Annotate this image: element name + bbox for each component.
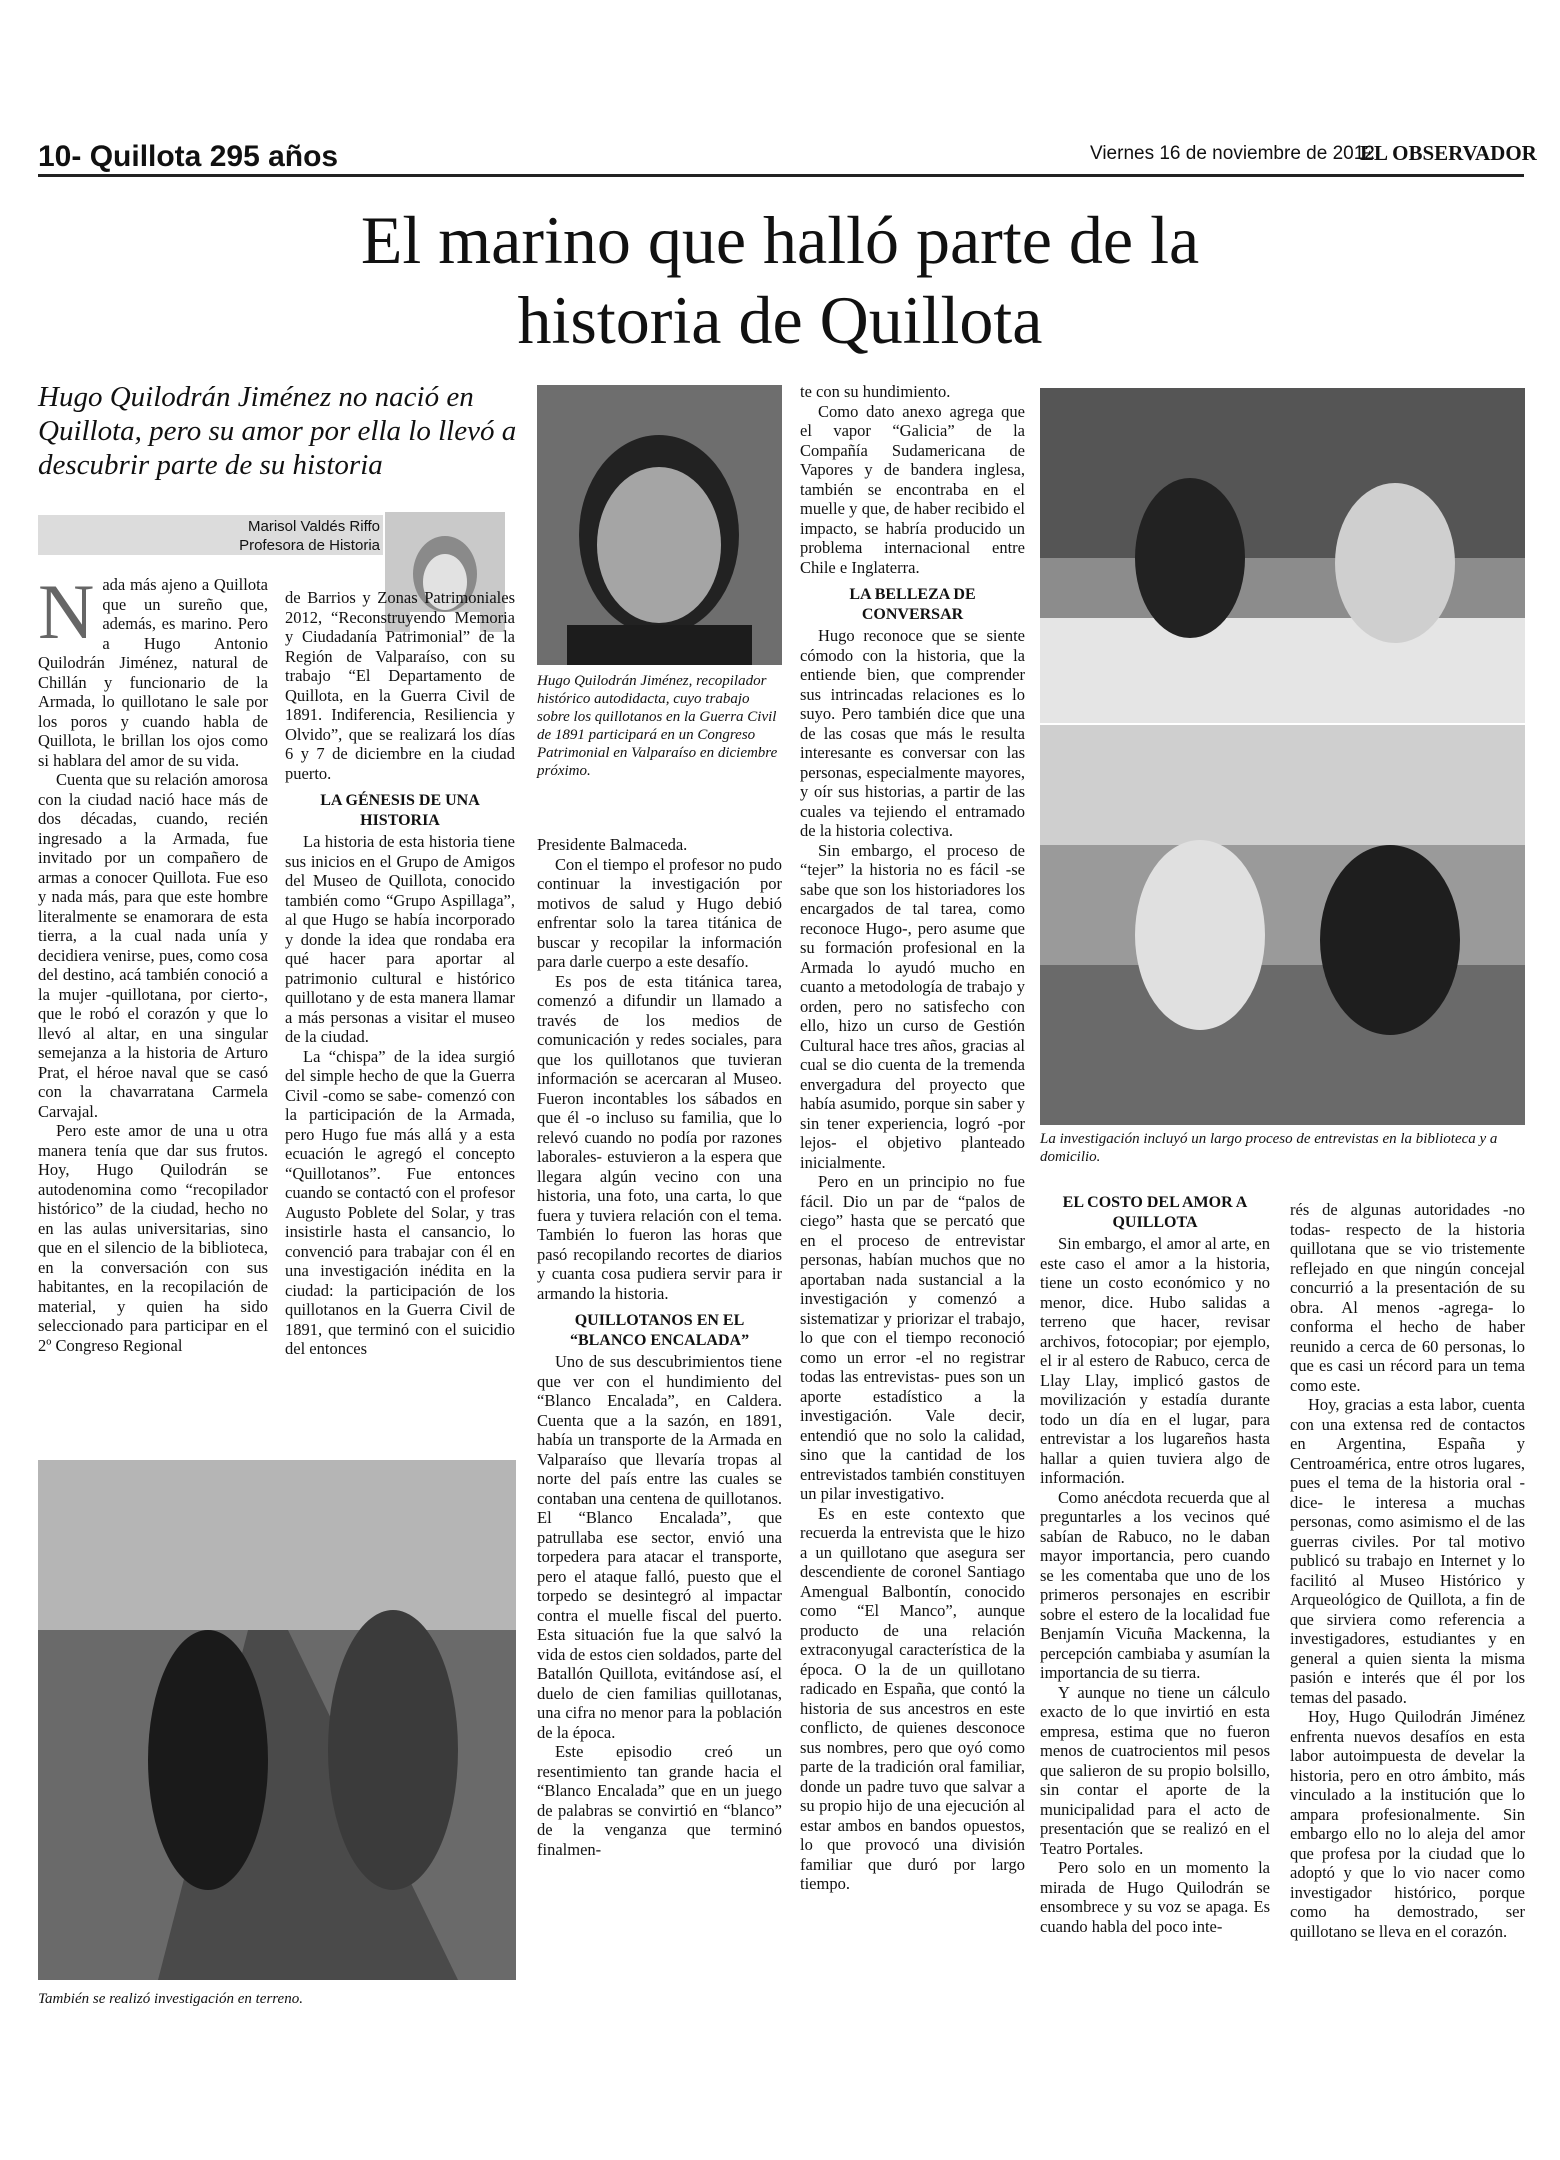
paragraph: Pero solo en un momento la mirada de Hugo Quilodrán se ensombrece y su voz se apaga. Es cuando habla del poco inte- <box>1040 1858 1270 1936</box>
section-heading-genesis: LA GÉNESIS DE UNA HISTORIA <box>320 792 480 829</box>
portrait-caption: Hugo Quilodrán Jiménez, recopilador histórico autodidacta, cuyo trabajo sobre los quillotanos en la Guerra Civil de 1891 participará en un Congreso Patrimonial en Valparaíso en diciembre próximo. <box>537 673 778 779</box>
section-header: 10- Quillota 295 años <box>38 140 339 173</box>
byline-role: Profesora de Historia <box>239 537 380 554</box>
subtitle: Hugo Quilodrán Jiménez no nació en Quillota, pero su amor por ella lo llevó a descubrir parte de su historia <box>38 381 517 481</box>
column-3 <box>537 835 782 1859</box>
paragraph: Este episodio creó un resentimiento tan grande hacia el “Blanco Encalada” que en un juego de palabras se convirtió en “blanco” de la venganza que terminó finalmen- <box>537 1742 782 1859</box>
headline: El marino que halló parte de la historia de Quillota <box>360 202 1200 358</box>
paragraph: Uno de sus descubrimientos tiene que ver con el hundimiento del “Blanco Encalada”, en Caldera. Cuenta que a la sazón, en 1891, había un transporte de la Armada en Valparaíso que llevaría tropas al norte del país entre las cuales se contaban una centena de quillotanos. El “Blanco Encalada”, que patrullaba ese sector, envió una torpedera para atacar el transporte, pero el ataque falló, puesto que el torpedo se desintegró al impactar contra el muelle fiscal del puerto. Esta situación fue la que salvó la vida de estos cien soldados, parte del Batallón Quillota, evitándose así, el duelo de cien familias quillotanas, una cifra no menor para la población de la época. <box>537 1352 782 1742</box>
section-heading-blanco: QUILLOTANOS EN EL “BLANCO ENCALADA” <box>569 1312 750 1349</box>
library-caption: La investigación incluyó un largo proceso de entrevistas en la biblioteca y a domicilio. <box>1040 1131 1498 1165</box>
paragraph: Cuenta que su relación amorosa con la ciudad nació hace más de dos décadas, cuando, recién ingresado a la Armada, fue invitado por un compañero de armas a conocer Quillota. Fue eso y nada más, para que este hombre literalmente se enamorara de esta tierra, a la cual nada unía y decidiera venirse, pues, como cosa del destino, acá también conoció a la mujer -quillotana, por cierto-, que le robó el corazón y que lo llevó al altar, en una singular semejanza a la historia de Arturo Prat, el héroe naval que se casó con la chavarratana Carmela Carvajal. <box>38 770 268 1121</box>
library-photo-bottom <box>1040 725 1525 1125</box>
library-photo-bottom-drawing <box>1040 725 1525 1125</box>
paragraph: Sin embargo, el amor al arte, en este caso el amor a la historia, tiene un costo económico y no menor, dice. Hubo salidas a terreno que hacer, revisar archivos, fotocopiar; por ejemplo, el ir al estero de Rabuco, cerca de Llay Llay, implicó gastos de movilización y estadía durante todo un día en el lugar, para entrevistar a los lugareños hasta hallar a quien tuviera algo de información. <box>1040 1234 1270 1487</box>
column-5 <box>1040 1185 1270 1936</box>
paragraph: Nada más ajeno a Quillota que un sureño que, además, es marino. Pero a Hugo Antonio Quilodrán Jiménez, natural de Chillán y funcionario de la Armada, lo quillotano le sale por los poros y cuando habla de Quillota, le brillan los ojos como si hablara del amor de su vida. <box>38 568 268 770</box>
byline <box>60 517 380 555</box>
paragraph: Hugo reconoce que se siente cómodo con la historia, que la entiende bien, que comprender sus intrincadas relaciones es lo suyo. Pero también dice que una de las cosas que más le resulta interesante es conversar con las personas, especialmente mayores, y oír sus historias, a partir de las cuales va tejiendo el entramado de la historia colectiva. <box>800 626 1025 840</box>
library-photo-top <box>1040 388 1525 723</box>
paragraph: de Barrios y Zonas Patrimoniales 2012, “Reconstruyendo Memoria y Ciudadanía Patrimonial” de la Región de Valparaíso, con su trabajo “El Departamento de Quillota, en la Guerra Civil de 1891. Indiferencia, Resiliencia y Olvido”, que se realizará los días 6 y 7 de diciembre en la ciudad puerto. <box>285 588 515 783</box>
header-rule <box>38 174 1524 177</box>
column-2 <box>285 588 515 1359</box>
paragraph: Pero en un principio no fue fácil. Dio un par de “palos de ciego” hasta que se percató que en el proceso de entrevistar personas, habían muchos que no aportaban nada sustancial a la investigación y comenzó a sistematizar y priorizar el trabajo, lo que con el tiempo reconoció como un error -el no registrar todas las entrevistas- pues son un aporte estadístico a la investigación. Vale decir, entendió que no solo la calidad, sino que la cantidad de los entrevistados también constituyen un pilar investigativo. <box>800 1172 1025 1503</box>
library-photo-top-drawing <box>1040 388 1525 723</box>
paragraph: La “chispa” de la idea surgió del simple hecho de que la Guerra Civil -como se sabe- comenzó con la participación de la Armada, pero Hugo fue más allá y a esta ecuación le agregó el concepto “Quillotanos”. Fue entonces cuando se contactó con el profesor Augusto Poblete del Solar, y tras insistirle hasta el cansancio, lo convenció para trabajar con él en una investigación inédita en la ciudad: la participación de los quillotanos en la Guerra Civil de 1891, que terminó con el suicidio del entonces <box>285 1046 515 1358</box>
paragraph: Hoy, Hugo Quilodrán Jiménez enfrenta nuevos desafíos en esta labor autoimpuesta de develar la historia, pero en otro ámbito, más vinculado a la institución que lo ampara profesionalmente. Sin embargo ello no lo aleja del amor que profesa por la ciudad que lo adoptó y que lo vio nacer como investigador histórico, porque como ha demostrado, ser quillotano se lleva en el corazón. <box>1290 1707 1525 1941</box>
paragraph: Y aunque no tiene un cálculo exacto de lo que invirtió en esta empresa, estima que no fueron menos de cuatrocientos mil pesos que salieron de su propio bolsillo, sin contar el aporte de la municipalidad para el acto de presentación que se realizó en el Teatro Portales. <box>1040 1682 1270 1858</box>
section-heading-costo: EL COSTO DEL AMOR A QUILLOTA <box>1062 1194 1248 1231</box>
column-4 <box>800 382 1025 1894</box>
paragraph: Como dato anexo agrega que el vapor “Galicia” de la Compañía Sudamericana de Vapores y de bandera inglesa, también se encontraba en el muelle y que, de haber recibido el impacto, se habría producido un problema internacional entre Chile e Inglaterra. <box>800 401 1025 577</box>
paragraph: te con su hundimiento. <box>800 382 951 401</box>
column-1 <box>38 568 268 1355</box>
paragraph: Es en este contexto que recuerda la entrevista que le hizo a un quillotano que asegura ser descendiente de coronel Santiago Amengual Balbontín, conocido como “El Manco”, aunque producto de una relación extraconyugal característica de la época. O la de un quillotano radicado en España, que contó la historia de sus ancestros en este conflicto, de quienes desconoce sus nombres, pero que oyó como parte de la tradición oral familiar, donde un padre tuvo que salvar a su propio hijo de una ejecución al estar ambos en bandos opuestos, lo que provocó una división familiar que duró por largo tiempo. <box>800 1503 1025 1893</box>
paragraph: Con el tiempo el profesor no pudo continuar la investigación por motivos de salud y Hugo debió enfrentar solo la tarea titánica de buscar y recopilar la información para darle cuerpo a este desafío. <box>537 854 782 971</box>
byline-name: Marisol Valdés Riffo <box>248 518 380 535</box>
paragraph: Como anécdota recuerda que al preguntarles a los vecinos qué sabían de Rabuco, no le daban mayor importancia, pero cuando se les comentaba que uno de los primeros personajes en escribir sobre el estero de la localidad fue Benjamín Vicuña Mackenna, la percepción cambiaba y asumían la importancia de su tierra. <box>1040 1487 1270 1682</box>
paragraph: Presidente Balmaceda. <box>537 835 688 854</box>
paragraph: Hoy, gracias a esta labor, cuenta con una extensa red de contactos en Argentina, España y Centroamérica, entre otros lugares, pues el tema de la historia oral -dice- le interesa a muchas personas, como asimismo el de las guerras civiles. Por tal motivo publicó su trabajo en Internet y lo facilitó al Museo Histórico y Arqueológico de Quillota, a fin de que sirviera como referencia a investigadores, estudiantes y en general a quien sienta la misma pasión e interés que él por los temas del pasado. <box>1290 1395 1525 1707</box>
field-photo-drawing <box>38 1460 516 1980</box>
paragraph: La historia de esta historia tiene sus inicios en el Grupo de Amigos del Museo de Quillota, conocido también como “Grupo Aspillaga”, al que Hugo se había incorporado y donde la idea que rondaba era qué hacer para aportar al patrimonio cultural e histórico quillotano y de esta manera llamar a más personas a visitar el museo de la ciudad. <box>285 832 515 1046</box>
portrait-photo <box>537 385 782 665</box>
section-heading-belleza: LA BELLEZA DE CONVERSAR <box>849 586 976 623</box>
portrait-photo-drawing <box>537 385 782 665</box>
newspaper-name: EL OBSERVADOR <box>1360 141 1537 165</box>
field-photo <box>38 1460 516 1980</box>
field-caption: También se realizó investigación en terreno. <box>38 1991 303 2007</box>
drop-cap: N <box>38 568 95 655</box>
paragraph: Pero este amor de una u otra manera tenía que dar sus frutos. Hoy, Hugo Quilodrán se autodenomina como “recopilador histórico” de la ciudad, hecho no en las aulas universitarias, sino que en el silencio de la biblioteca, en la conversación con sus habitantes, en la recopilación de material, y quien ha sido seleccionado para participar en el 2º Congreso Regional <box>38 1121 268 1355</box>
paragraph: rés de algunas autoridades -no todas- respecto de la historia quillotana que se vio tristemente reflejado en que ningún concejal concurrió a la presentación de su obra. Al menos -agrega- lo conforma el hecho de haber reunido a cerca de 60 personas, lo que es casi un récord para un tema como este. <box>1290 1200 1525 1395</box>
paragraph: Sin embargo, el proceso de “tejer” la historia no es fácil -se sabe que son los historiadores los encargados de tal tarea, como reconoce Hugo-, pero asume que su formación profesional en la Armada lo ayudó mucho en cuanto a metodología de trabajo y orden, pero no satisfecho con ello, hizo un curso de Gestión Cultural hace tres años, gracias al cual se dio cuenta de la tremenda envergadura del proyecto que había asumido, porque sin saber y sin tener experiencia, logró -por lejos- el objetivo planteado inicialmente. <box>800 840 1025 1172</box>
publication-date: Viernes 16 de noviembre de 2012 <box>1090 143 1375 164</box>
column-6 <box>1290 1200 1525 1941</box>
paragraph: Es pos de esta titánica tarea, comenzó a difundir un llamado a través de los medios de comunicación y redes sociales, para que los quillotanos que tuvieran información se acercaran al Museo. Fueron incontables los sábados en que él -o incluso su familia, que lo relevó cuando no podía por razones laborales- estuvieron a la espera que llegara algún vecino con una historia, una foto, una carta, lo que fuera y tuviera relación con el tema. También lo fueron las horas que pasó recopilando recortes de diarios y cuanta cosa pudiera servir para ir armando la historia. <box>537 971 782 1303</box>
